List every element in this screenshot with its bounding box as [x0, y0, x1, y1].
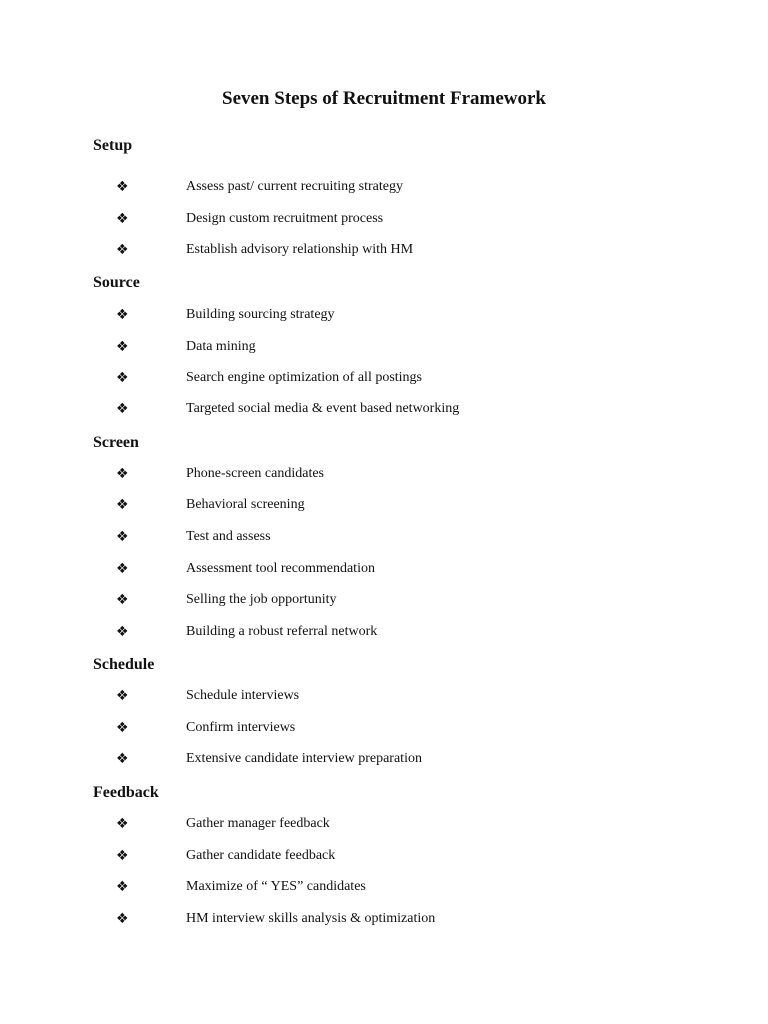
- section-heading-source: Source: [93, 274, 140, 291]
- diamond-bullet-icon: ❖: [116, 816, 129, 832]
- list-item-text: Maximize of “ YES” candidates: [186, 879, 366, 894]
- list-item: [0, 846, 768, 866]
- list-item-text: Behavioral screening: [186, 497, 305, 512]
- list-item: [0, 718, 768, 738]
- section-heading-screen: Screen: [93, 434, 139, 451]
- list-item-text: Gather candidate feedback: [186, 848, 336, 863]
- diamond-bullet-icon: ❖: [116, 751, 129, 767]
- list-item: [0, 527, 768, 547]
- list-item: [0, 877, 768, 897]
- diamond-bullet-icon: ❖: [116, 401, 129, 417]
- list-item-text: Building a robust referral network: [186, 624, 378, 639]
- list-item: [0, 368, 768, 388]
- list-item-text: Gather manager feedback: [186, 816, 330, 831]
- list-item: [0, 399, 768, 419]
- list-item: [0, 622, 768, 642]
- list-item: [0, 464, 768, 484]
- list-item-text: Assessment tool recommendation: [186, 561, 375, 576]
- diamond-bullet-icon: ❖: [116, 561, 129, 577]
- list-item-text: Establish advisory relationship with HM: [186, 242, 414, 257]
- diamond-bullet-icon: ❖: [116, 529, 129, 545]
- list-item-text: Targeted social media & event based networking: [186, 401, 460, 416]
- diamond-bullet-icon: ❖: [116, 720, 129, 736]
- diamond-bullet-icon: ❖: [116, 879, 129, 895]
- list-item-text: Building sourcing strategy: [186, 307, 335, 322]
- section-heading-feedback: Feedback: [93, 784, 159, 801]
- list-item: [0, 814, 768, 834]
- diamond-bullet-icon: ❖: [116, 307, 129, 323]
- list-item-text: Phone-screen candidates: [186, 466, 324, 481]
- list-item-text: Assess past/ current recruiting strategy: [186, 179, 403, 194]
- list-item: [0, 305, 768, 325]
- list-item: [0, 495, 768, 515]
- diamond-bullet-icon: ❖: [116, 848, 129, 864]
- list-item-text: Extensive candidate interview preparation: [186, 751, 422, 766]
- diamond-bullet-icon: ❖: [116, 911, 129, 927]
- diamond-bullet-icon: ❖: [116, 339, 129, 355]
- list-item: [0, 209, 768, 229]
- list-item-text: Search engine optimization of all postings: [186, 370, 423, 385]
- diamond-bullet-icon: ❖: [116, 370, 129, 386]
- list-item-text: Schedule interviews: [186, 688, 300, 703]
- diamond-bullet-icon: ❖: [116, 688, 129, 704]
- list-item-text: Test and assess: [186, 529, 271, 544]
- list-item: [0, 749, 768, 769]
- diamond-bullet-icon: ❖: [116, 497, 129, 513]
- diamond-bullet-icon: ❖: [116, 466, 129, 482]
- diamond-bullet-icon: ❖: [116, 242, 129, 258]
- list-item: [0, 590, 768, 610]
- diamond-bullet-icon: ❖: [116, 624, 129, 640]
- diamond-bullet-icon: ❖: [116, 179, 129, 195]
- list-item: [0, 559, 768, 579]
- section-heading-schedule: Schedule: [93, 656, 155, 673]
- list-item-text: Design custom recruitment process: [186, 211, 384, 226]
- list-item: [0, 909, 768, 929]
- section-heading-setup: Setup: [93, 137, 133, 154]
- diamond-bullet-icon: ❖: [116, 592, 129, 608]
- list-item: [0, 177, 768, 197]
- list-item: [0, 337, 768, 357]
- list-item: [0, 240, 768, 260]
- document-title: Seven Steps of Recruitment Framework: [222, 88, 546, 109]
- list-item-text: HM interview skills analysis & optimization: [186, 911, 436, 926]
- diamond-bullet-icon: ❖: [116, 211, 129, 227]
- list-item-text: Selling the job opportunity: [186, 592, 337, 607]
- list-item: [0, 686, 768, 706]
- list-item-text: Data mining: [186, 339, 256, 354]
- list-item-text: Confirm interviews: [186, 720, 296, 735]
